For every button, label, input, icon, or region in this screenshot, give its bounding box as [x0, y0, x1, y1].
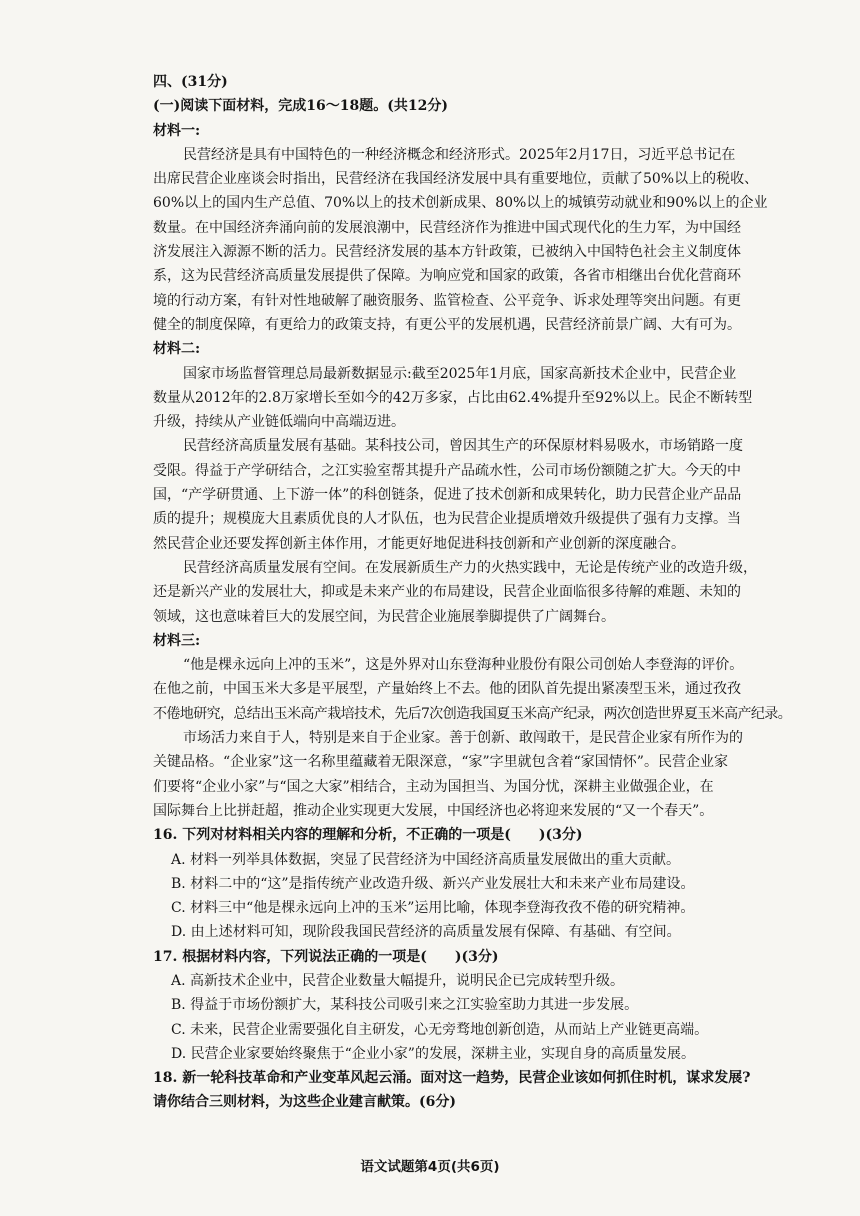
- material3-line: 不倦地研究，总结出玉米高产栽培技术，先后7次创造我国夏玉米高产纪录，两次创造世界夏玉米高产纪录。: [153, 705, 792, 722]
- material3-line: 关键品格。“企业家”这一名称里蕴藏着无限深意，“家”字里就包含着“家国情怀”。民营企业家: [153, 754, 728, 771]
- q16-option-a: A. 材料一列举具体数据，突显了民营经济为中国经济高质量发展做出的重大贡献。: [171, 851, 681, 868]
- material2-line: 受限。得益于产学研结合，之江实验室帮其提升产品疏水性，公司市场份额随之扩大。今天的中: [153, 462, 741, 479]
- q16-option-c: C. 材料三中“他是棵永远向上冲的玉米”运用比喻，体现李登海孜孜不倦的研究精神。: [171, 900, 695, 917]
- q17-option-a: A. 高新技术企业中，民营企业数量大幅提升，说明民企已完成转型升级。: [171, 972, 625, 989]
- material1-line: 系，这为民营经济高质量发展提供了保障。为响应党和国家的政策，各省市相继出台优化营商环: [153, 268, 741, 285]
- material2-line: 质的提升；规模庞大且素质优良的人才队伍，也为民营企业提质增效升级提供了强有力支撑。当: [153, 511, 741, 528]
- material1-line: 60%以上的国内生产总值、70%以上的技术创新成果、80%以上的城镇劳动就业和90%以上的企业: [153, 195, 768, 212]
- q17-option-d: D. 民营企业家要始终聚焦于“企业小家”的发展，深耕主业，实现自身的高质量发展。: [171, 1045, 695, 1062]
- q17-option-c: C. 未来，民营企业需要强化自主研发，心无旁骛地创新创造，从而站上产业链更高端。: [171, 1021, 709, 1038]
- material2-label: 材料二:: [153, 341, 201, 358]
- q16-option-d: D. 由上述材料可知，现阶段我国民营经济的高质量发展有保障、有基础、有空间。: [171, 924, 681, 941]
- material1-line: 数量。在中国经济奔涌向前的发展浪潮中，民营经济作为推进中国式现代化的生力军，为中国经: [153, 219, 741, 236]
- question-17-stem: 17. 根据材料内容，下列说法正确的一项是( )(3分): [153, 948, 499, 965]
- q16-option-b: B. 材料二中的“这”是指传统产业改造升级、新兴产业发展壮大和未来产业布局建设。: [171, 875, 695, 892]
- material2-line: 数量从2012年的2.8万家增长至如今的42万多家，占比由62.4%提升至92%以上。民企不断转型: [153, 389, 753, 406]
- material1-line: 境的行动方案，有针对性地破解了融资服务、监管检查、公平竞争、诉求处理等突出问题。有更: [153, 292, 741, 309]
- section-subheading: (一)阅读下面材料，完成16～18题。(共12分): [153, 98, 448, 115]
- page-footer: 语文试题第4页(共6页): [360, 1159, 500, 1175]
- material3-line: 们要将“企业小家”与“国之大家”相结合，主动为国担当、为国分忧，深耕主业做强企业，在: [153, 778, 714, 795]
- material1-label: 材料一:: [153, 122, 201, 139]
- material2-line: 民营经济高质量发展有基础。某科技公司，曾因其生产的环保原材料易吸水，市场销路一度: [183, 438, 743, 455]
- material2-line: 民营经济高质量发展有空间。在发展新质生产力的火热实践中，无论是传统产业的改造升级，: [183, 559, 757, 576]
- material1-line: 健全的制度保障，有更给力的政策支持，有更公平的发展机遇，民营经济前景广阔、大有可为。: [153, 316, 741, 333]
- q17-option-b: B. 得益于市场份额扩大，某科技公司吸引来之江实验室助力其进一步发展。: [171, 997, 639, 1014]
- material2-line: 升级，持续从产业链低端向中高端迈进。: [153, 414, 405, 431]
- material1-line: 民营经济是具有中国特色的一种经济概念和经济形式。2025年2月17日，习近平总书记在: [183, 146, 736, 163]
- question-18-stem: 请你结合三则材料，为这些企业建言献策。(6分): [153, 1094, 456, 1111]
- material1-line: 济发展注入源源不断的活力。民营经济发展的基本方针政策，已被纳入中国特色社会主义制度体: [153, 244, 741, 261]
- material2-line: 还是新兴产业的发展壮大，抑或是未来产业的布局建设，民营企业面临很多待解的难题、未知的: [153, 584, 741, 601]
- material3-line: 市场活力来自于人，特别是来自于企业家。善于创新、敢闯敢干，是民营企业家有所作为的: [183, 730, 743, 747]
- material2-line: 国家市场监督管理总局最新数据显示:截至2025年1月底，国家高新技术企业中，民营企业: [183, 365, 737, 382]
- material2-line: 国，“产学研贯通、上下游一体”的科创链条，促进了技术创新和成果转化，助力民营企业产品品: [153, 487, 742, 504]
- question-18-stem: 18. 新一轮科技革命和产业变革风起云涌。面对这一趋势，民营企业该如何抓住时机，谋求发展?: [153, 1070, 751, 1087]
- question-16-stem: 16. 下列对材料相关内容的理解和分析，不正确的一项是( )(3分): [153, 827, 583, 844]
- material3-line: “他是棵永远向上冲的玉米”，这是外界对山东登海种业股份有限公司创始人李登海的评价。: [183, 657, 744, 674]
- material3-line: 国际舞台上比拼赶超，推动企业实现更大发展，中国经济也必将迎来发展的“又一个春天”。: [153, 802, 714, 819]
- material1-line: 出席民营企业座谈会时指出，民营经济在我国经济发展中具有重要地位，贡献了50%以上的税收、: [153, 171, 759, 188]
- material2-line: 然民营企业还要发挥创新主体作用，才能更好地促进科技创新和产业创新的深度融合。: [153, 535, 685, 552]
- material2-line: 领域，这也意味着巨大的发展空间，为民营企业施展拳脚提供了广阔舞台。: [153, 608, 615, 625]
- section-heading: 四、(31分): [153, 74, 228, 90]
- page-content: [153, 70, 793, 1115]
- material3-line: 在他之前，中国玉米大多是平展型，产量始终上不去。他的团队首先提出紧凑型玉米，通过孜孜: [153, 681, 741, 698]
- material3-label: 材料三:: [153, 632, 201, 649]
